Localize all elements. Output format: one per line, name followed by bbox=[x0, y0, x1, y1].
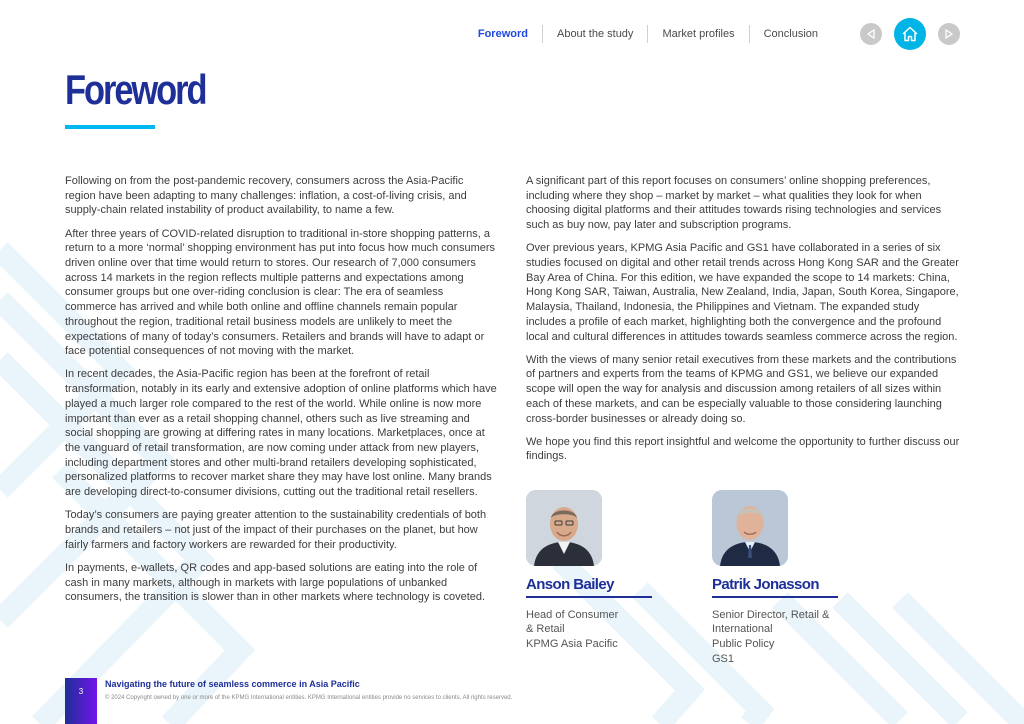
avatar bbox=[526, 490, 602, 566]
paragraph: Following on from the post-pandemic recovery, consumers across the Asia-Pacific region have been adapting to many challenges: inflation, a cost-of-living crisis, and supply-chain related instability of product availability, to name a few. bbox=[65, 175, 467, 217]
left-text-column bbox=[65, 174, 497, 613]
next-page-button[interactable] bbox=[938, 23, 960, 45]
page-number: 3 bbox=[78, 687, 84, 696]
paragraph: In recent decades, the Asia-Pacific region has been at the forefront of retail transformation, notably in its early and extensive adoption of online platforms which have played a much larger role compared to the rest of the world. While online is now more important than ever as a retail shopping channel, others such as live streaming and social shopping are growing at differing rates in many locations. Marketplaces, once at the vanguard of retail transformation, are now coming under attack from new players, including department stores and other multi-brand retailers developing sophisticated, personalized platforms to recover market share they may have lost online. Many brands are developing direct-to-consumer divisions, cutting out the traditional retail resellers. bbox=[65, 368, 497, 499]
title-underline bbox=[65, 125, 155, 129]
top-navigation bbox=[464, 18, 960, 50]
paragraph: After three years of COVID-related disruption to traditional in-store shopping patterns, a return to a more ‘normal’ shopping environment has put into focus how much consumers driven online over that time would return to stores. Our research of 7,000 consumers across 14 markets in the region reflects multiple patterns and expectations among consumer groups but one over-riding conclusion is clear: The era of seamless commerce has arrived and while both online and offline channels remain popular throughout the region, traditional retail business models are unlikely to meet the expectations of many of today’s consumers. Retailers and brands will have to adapt or face potential consequences of not moving with the market. bbox=[65, 227, 496, 358]
previous-page-button[interactable] bbox=[860, 23, 882, 45]
paragraph: Over previous years, KPMG Asia Pacific and GS1 have collaborated in a series of six studies focused on digital and other retail trends across Hong Kong SAR and the Greater Bay Area of China. For this edition, we have expanded the scope to 14 markets: China, Hong Kong SAR, Taiwan, Australia, New Zealand, India, Japan, South Korea, Singapore, Malaysia, Thailand, Indonesia, the Philippines and Vietnam. The expanded study includes a profile of each market, highlighting both the convergence and the profound local and cultural differences in attitudes towards seamless commerce across the region. bbox=[526, 242, 959, 343]
nav-market-profiles[interactable]: Market profiles bbox=[662, 28, 735, 40]
paragraph: In payments, e-wallets, QR codes and app-based solutions are eating into the role of cash in many markets, although in markets with large populations of unbanked consumers, the transition is slower than in other markets where technology is coveted. bbox=[65, 561, 486, 604]
author-name-underline bbox=[712, 596, 838, 598]
portrait-photo bbox=[526, 490, 602, 566]
right-text-column bbox=[526, 174, 960, 473]
paragraph: With the views of many senior retail executives from these markets and the contributions of partners and experts from the teams of KPMG and GS1, we believe our expanded scope will open the way for analysis and discussion among retailers of all sizes within each of these markets, and can be especially valuable to those considering launching cross-border businesses or already doing so. bbox=[526, 353, 957, 425]
nav-about-the-study[interactable]: About the study bbox=[556, 28, 634, 40]
home-icon bbox=[901, 25, 919, 43]
nav-conclusion[interactable]: Conclusion bbox=[763, 28, 818, 40]
nav-foreword[interactable]: Foreword bbox=[477, 28, 528, 40]
page-number-tab bbox=[65, 678, 97, 724]
avatar bbox=[712, 490, 788, 566]
author-name: Patrik Jonasson bbox=[712, 576, 819, 593]
triangle-right-icon bbox=[944, 29, 954, 39]
paragraph: We hope you find this report insightful and welcome the opportunity to further discuss our findings. bbox=[526, 435, 960, 463]
paragraph: A significant part of this report focuses on consumers’ online shopping preferences, including where they shop – market by market – what qualities they look for when choosing digital platforms and their attitudes towards rising technologies and services such as buy now, pay later and subscription programs. bbox=[526, 175, 942, 232]
author-role: Senior Director, Retail & International Public Policy GS1 bbox=[712, 608, 830, 665]
author-card-patrik-jonasson bbox=[712, 490, 838, 666]
portrait-photo bbox=[712, 490, 788, 566]
page-title: Foreword bbox=[65, 66, 206, 113]
author-name-underline bbox=[526, 596, 652, 598]
nav-buttons bbox=[860, 18, 960, 50]
paragraph: Today’s consumers are paying greater attention to the sustainability credentials of both brands and retailers – not just of the impact of their purchases on the planet, but how fairly farmers and factory workers are rewarded for their productivity. bbox=[65, 509, 487, 551]
home-button[interactable] bbox=[894, 18, 926, 50]
footer-copyright: © 2024 Copyright owned by one or more of the KPMG International entities. KPMG International entities provide no services to clients. All rights reserved. bbox=[105, 695, 513, 701]
triangle-left-icon bbox=[866, 29, 876, 39]
author-name: Anson Bailey bbox=[526, 576, 614, 593]
author-card-anson-bailey bbox=[526, 490, 652, 652]
author-role: Head of Consumer & Retail KPMG Asia Pacific bbox=[526, 608, 619, 650]
footer-report-title: Navigating the future of seamless commerce in Asia Pacific bbox=[105, 679, 360, 689]
